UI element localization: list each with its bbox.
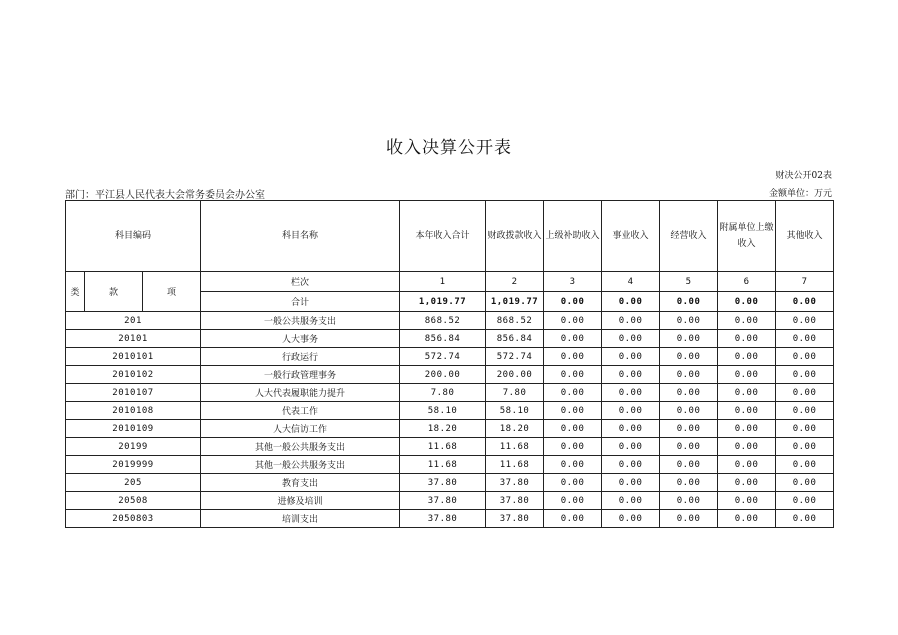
total-value: 0.00 [718, 292, 776, 312]
row-value: 0.00 [776, 438, 834, 456]
header-col-6: 附属单位上缴收入 [718, 201, 776, 272]
row-value: 37.80 [400, 510, 486, 528]
row-code: 20101 [66, 330, 201, 348]
row-code: 2050803 [66, 510, 201, 528]
row-code: 20508 [66, 492, 201, 510]
col-number: 1 [400, 272, 486, 292]
row-value: 0.00 [602, 420, 660, 438]
row-name: 其他一般公共服务支出 [201, 456, 400, 474]
header-code: 科目编码 [66, 201, 201, 272]
header-xiang: 项 [143, 272, 201, 312]
row-value: 37.80 [486, 510, 544, 528]
row-value: 37.80 [486, 474, 544, 492]
row-value: 0.00 [602, 492, 660, 510]
table-row [66, 402, 834, 420]
row-value: 0.00 [660, 438, 718, 456]
row-value: 200.00 [400, 366, 486, 384]
total-value: 0.00 [776, 292, 834, 312]
row-value: 0.00 [776, 474, 834, 492]
row-value: 0.00 [660, 384, 718, 402]
row-value: 0.00 [602, 312, 660, 330]
row-name: 一般行政管理事务 [201, 366, 400, 384]
row-value: 0.00 [544, 402, 602, 420]
row-value: 0.00 [544, 474, 602, 492]
row-value: 0.00 [776, 330, 834, 348]
col-number: 6 [718, 272, 776, 292]
table-row [66, 348, 834, 366]
row-name: 人大代表履职能力提升 [201, 384, 400, 402]
row-value: 0.00 [660, 312, 718, 330]
row-value: 0.00 [602, 438, 660, 456]
row-value: 11.68 [486, 456, 544, 474]
header-name: 科目名称 [201, 201, 400, 272]
row-value: 0.00 [602, 384, 660, 402]
header-row [66, 201, 834, 272]
row-value: 0.00 [544, 420, 602, 438]
col-number: 2 [486, 272, 544, 292]
row-value: 0.00 [544, 438, 602, 456]
row-value: 572.74 [486, 348, 544, 366]
header-col-4: 事业收入 [602, 201, 660, 272]
table-row [66, 366, 834, 384]
table-row [66, 438, 834, 456]
row-value: 0.00 [602, 348, 660, 366]
row-value: 11.68 [400, 456, 486, 474]
col-number: 5 [660, 272, 718, 292]
row-value: 0.00 [718, 312, 776, 330]
total-value: 1,019.77 [400, 292, 486, 312]
total-label: 合计 [201, 292, 400, 312]
row-value: 0.00 [776, 402, 834, 420]
row-value: 7.80 [400, 384, 486, 402]
row-name: 代表工作 [201, 402, 400, 420]
row-value: 0.00 [660, 474, 718, 492]
header-lei: 类 [66, 272, 85, 312]
row-value: 0.00 [660, 330, 718, 348]
row-name: 人大信访工作 [201, 420, 400, 438]
row-value: 0.00 [718, 420, 776, 438]
row-value: 0.00 [776, 312, 834, 330]
row-value: 0.00 [660, 366, 718, 384]
row-value: 11.68 [400, 438, 486, 456]
column-number-row [66, 272, 834, 292]
table-row [66, 456, 834, 474]
row-value: 0.00 [776, 348, 834, 366]
row-name: 其他一般公共服务支出 [201, 438, 400, 456]
table-row [66, 330, 834, 348]
row-value: 0.00 [544, 456, 602, 474]
row-name: 教育支出 [201, 474, 400, 492]
amount-unit-label: 金额单位：万元 [768, 189, 832, 199]
total-value: 0.00 [602, 292, 660, 312]
row-value: 0.00 [776, 384, 834, 402]
row-code: 2010101 [66, 348, 201, 366]
col-number: 3 [544, 272, 602, 292]
row-value: 0.00 [718, 492, 776, 510]
table-row [66, 474, 834, 492]
table-row [66, 510, 834, 528]
row-value: 0.00 [602, 366, 660, 384]
row-name: 进修及培训 [201, 492, 400, 510]
header-col-7: 其他收入 [776, 201, 834, 272]
row-value: 0.00 [660, 510, 718, 528]
row-name: 培训支出 [201, 510, 400, 528]
row-code: 2010102 [66, 366, 201, 384]
row-value: 58.10 [486, 402, 544, 420]
row-value: 0.00 [602, 510, 660, 528]
header-col-1: 本年收入合计 [400, 201, 486, 272]
row-value: 868.52 [400, 312, 486, 330]
table-row [66, 384, 834, 402]
row-value: 0.00 [602, 474, 660, 492]
row-value: 0.00 [660, 492, 718, 510]
row-value: 0.00 [718, 474, 776, 492]
row-code: 2019999 [66, 456, 201, 474]
row-value: 0.00 [660, 420, 718, 438]
table-row [66, 312, 834, 330]
row-value: 0.00 [544, 312, 602, 330]
row-value: 572.74 [400, 348, 486, 366]
row-code: 2010108 [66, 402, 201, 420]
row-code: 201 [66, 312, 201, 330]
row-code: 2010109 [66, 420, 201, 438]
row-value: 0.00 [718, 456, 776, 474]
row-value: 18.20 [486, 420, 544, 438]
page-title: 收入决算公开表 [386, 138, 512, 158]
header-lanci: 栏次 [201, 272, 400, 292]
row-name: 人大事务 [201, 330, 400, 348]
row-value: 0.00 [776, 510, 834, 528]
row-value: 0.00 [660, 456, 718, 474]
row-value: 37.80 [400, 492, 486, 510]
row-value: 0.00 [776, 456, 834, 474]
col-number: 4 [602, 272, 660, 292]
row-value: 58.10 [400, 402, 486, 420]
header-col-2: 财政拨款收入 [486, 201, 544, 272]
row-value: 0.00 [544, 384, 602, 402]
table-row [66, 492, 834, 510]
header-kuan: 款 [85, 272, 143, 312]
total-value: 0.00 [544, 292, 602, 312]
row-value: 856.84 [400, 330, 486, 348]
row-value: 0.00 [544, 492, 602, 510]
row-value: 0.00 [660, 348, 718, 366]
row-value: 856.84 [486, 330, 544, 348]
row-value: 0.00 [718, 402, 776, 420]
row-value: 0.00 [544, 348, 602, 366]
row-value: 0.00 [602, 456, 660, 474]
row-value: 0.00 [544, 510, 602, 528]
row-value: 0.00 [660, 402, 718, 420]
row-value: 0.00 [718, 510, 776, 528]
row-value: 0.00 [718, 384, 776, 402]
row-name: 一般公共服务支出 [201, 312, 400, 330]
row-name: 行政运行 [201, 348, 400, 366]
row-value: 7.80 [486, 384, 544, 402]
row-value: 0.00 [776, 492, 834, 510]
row-code: 20199 [66, 438, 201, 456]
form-number: 财决公开02表 [775, 171, 832, 181]
row-value: 0.00 [776, 366, 834, 384]
row-value: 0.00 [718, 366, 776, 384]
row-value: 37.80 [400, 474, 486, 492]
row-value: 0.00 [602, 402, 660, 420]
income-table [65, 200, 834, 528]
row-value: 0.00 [718, 348, 776, 366]
row-value: 0.00 [718, 438, 776, 456]
header-col-3: 上级补助收入 [544, 201, 602, 272]
row-value: 0.00 [544, 366, 602, 384]
row-value: 11.68 [486, 438, 544, 456]
row-value: 0.00 [602, 330, 660, 348]
row-code: 2010107 [66, 384, 201, 402]
row-value: 0.00 [718, 330, 776, 348]
total-value: 1,019.77 [486, 292, 544, 312]
row-code: 205 [66, 474, 201, 492]
row-value: 0.00 [544, 330, 602, 348]
department-label: 部门：平江县人民代表大会常务委员会办公室 [65, 190, 265, 201]
col-number: 7 [776, 272, 834, 292]
row-value: 37.80 [486, 492, 544, 510]
table-row [66, 420, 834, 438]
row-value: 200.00 [486, 366, 544, 384]
row-value: 0.00 [776, 420, 834, 438]
total-value: 0.00 [660, 292, 718, 312]
row-value: 868.52 [486, 312, 544, 330]
row-value: 18.20 [400, 420, 486, 438]
header-col-5: 经营收入 [660, 201, 718, 272]
